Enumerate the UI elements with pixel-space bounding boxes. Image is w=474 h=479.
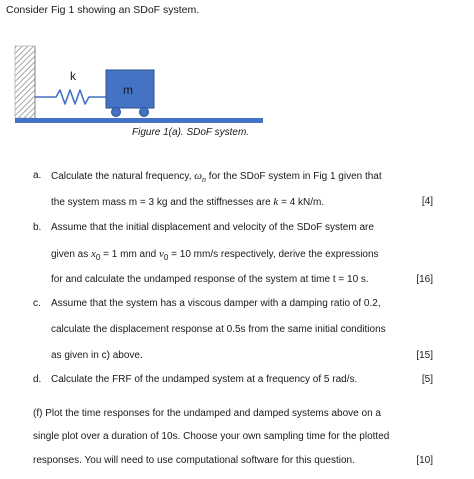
spring bbox=[35, 90, 106, 104]
question-label: d. bbox=[33, 374, 42, 385]
intro-text: Consider Fig 1 showing an SDoF system. bbox=[6, 4, 200, 16]
figure-caption: Figure 1(a). SDoF system. bbox=[132, 127, 250, 138]
question-line: (f) Plot the time responses for the undamped and damped systems above on a bbox=[33, 408, 381, 419]
question-line: single plot over a duration of 10s. Choose your own sampling time for the plotted bbox=[33, 431, 390, 442]
question-line: responses. You will need to use computational software for this question. bbox=[33, 455, 355, 466]
question-label: c. bbox=[33, 298, 41, 309]
ground bbox=[15, 118, 263, 123]
question-line: as given in c) above. bbox=[51, 350, 143, 361]
mark-badge: [4] bbox=[421, 196, 433, 207]
question-line: Assume that the initial displacement and velocity of the SDoF system are bbox=[51, 222, 374, 233]
mark-badge: [5] bbox=[421, 374, 433, 385]
mass-label: m bbox=[123, 83, 133, 97]
question-line: given as $x_0 = 1$ mm and $v_0 = 10$ mm/s respectively, derive the expressions bbox=[51, 248, 379, 262]
wall bbox=[15, 46, 35, 118]
mark-badge: [10] bbox=[416, 455, 433, 466]
question-label: a. bbox=[33, 170, 42, 181]
mark-badge: [15] bbox=[416, 350, 433, 361]
wheel bbox=[112, 108, 121, 117]
question-line: the system mass m = 3 kg and the stiffnesses are k = 4 kN/m. bbox=[51, 196, 325, 208]
question-line: for and calculate the undamped response of the system at time t = 10 s. bbox=[51, 274, 369, 285]
question-line: Assume that the system has a viscous damper with a damping ratio of 0.2, bbox=[51, 298, 381, 309]
question-line: Calculate the natural frequency, $\omega_n$ for the SDoF system in Fig 1 given that bbox=[51, 170, 382, 185]
mark-badge: [16] bbox=[416, 274, 433, 285]
question-line: Calculate the FRF of the undamped system at a frequency of 5 rad/s. bbox=[51, 374, 358, 385]
wheel bbox=[140, 108, 149, 117]
spring-label: k bbox=[70, 69, 76, 83]
question-line: calculate the displacement response at 0.5s from the same initial conditions bbox=[51, 324, 386, 335]
question-label: b. bbox=[33, 222, 42, 233]
